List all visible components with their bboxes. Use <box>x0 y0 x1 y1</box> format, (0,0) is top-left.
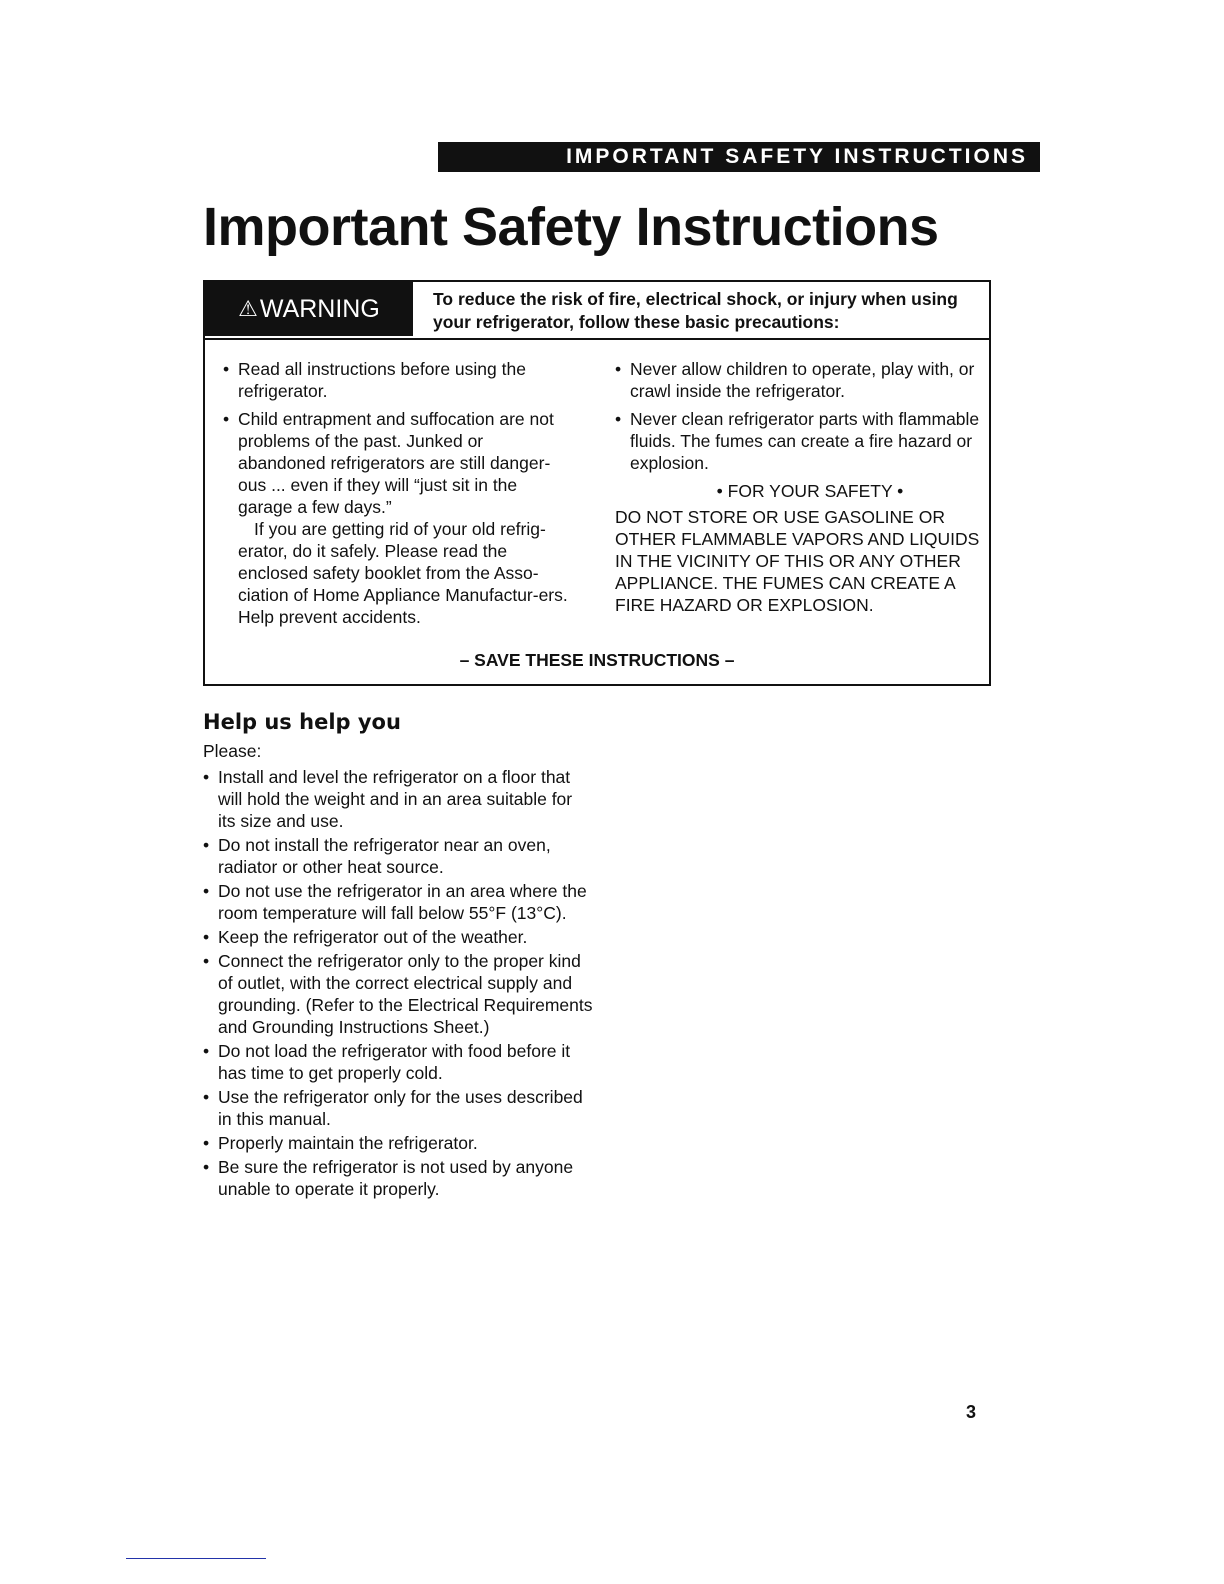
list-item: • Read all instructions before using the refrigerator. <box>223 358 573 402</box>
list-item: • Do not load the refrigerator with food before it has time to get properly cold. <box>203 1040 593 1084</box>
section-header-text: IMPORTANT SAFETY INSTRUCTIONS <box>566 145 1028 168</box>
list-item: • Do not install the refrigerator near an oven, radiator or other heat source. <box>203 834 593 878</box>
page-title: Important Safety Instructions <box>203 197 939 257</box>
warning-intro: To reduce the risk of fire, electrical shock, or injury when using your refrigerator, follow these basic precautions: <box>433 289 958 332</box>
help-section-heading: Help us help you <box>203 710 401 734</box>
help-list <box>203 740 593 1202</box>
divider <box>205 338 989 340</box>
section-header-bar <box>438 142 1040 172</box>
for-your-safety-heading: • FOR YOUR SAFETY • <box>716 481 904 501</box>
list-item: • Properly maintain the refrigerator. <box>203 1132 593 1154</box>
list-item: • Keep the refrigerator out of the weather. <box>203 926 593 948</box>
list-item: • Connect the refrigerator only to the proper kind of outlet, with the correct electrical supply and grounding. (Refer to the Electrical Requirements and Grounding Instructions Sheet.) <box>203 950 593 1038</box>
disposal-paragraph: If you are getting rid of your old refrig-erator, do it safely. Please read the enclosed safety booklet from the Asso-ciation of Home Appliance Manufactur-ers. Help prevent accidents. <box>238 519 568 627</box>
warning-label-text: WARNING <box>259 294 380 323</box>
warning-label <box>205 282 413 336</box>
page-number: 3 <box>966 1402 977 1422</box>
list-item: • Never allow children to operate, play with, or crawl inside the refrigerator. <box>615 358 985 402</box>
list-item: • Child entrapment and suffocation are not problems of the past. Junked or abandoned refrigerators are still danger-ous ... even if they will “just sit in the garage a few days.” <box>223 408 573 518</box>
save-instructions: – SAVE THESE INSTRUCTIONS – <box>459 650 735 670</box>
list-item: • Install and level the refrigerator on a floor that will hold the weight and in an area suitable for its size and use. <box>203 766 593 832</box>
gasoline-warning: DO NOT STORE OR USE GASOLINE OR OTHER FLAMMABLE VAPORS AND LIQUIDS IN THE VICINITY OF THIS OR ANY OTHER APPLIANCE. THE FUMES CAN CREATE A FIRE HAZARD OR EXPLOSION. <box>615 507 980 615</box>
warning-right-column <box>615 358 985 616</box>
please-label: Please: <box>203 741 262 761</box>
divider <box>126 1558 266 1559</box>
list-item: • Do not use the refrigerator in an area where the room temperature will fall below 55°F (13°C). <box>203 880 593 924</box>
list-item: • Use the refrigerator only for the uses described in this manual. <box>203 1086 593 1130</box>
warning-left-column <box>223 358 573 628</box>
list-item: • Never clean refrigerator parts with flammable fluids. The fumes can create a fire hazard or explosion. <box>615 408 985 474</box>
warning-box <box>203 280 991 686</box>
warning-triangle-icon: ⚠ <box>238 296 258 321</box>
list-item: • Be sure the refrigerator is not used by anyone unable to operate it properly. <box>203 1156 593 1200</box>
